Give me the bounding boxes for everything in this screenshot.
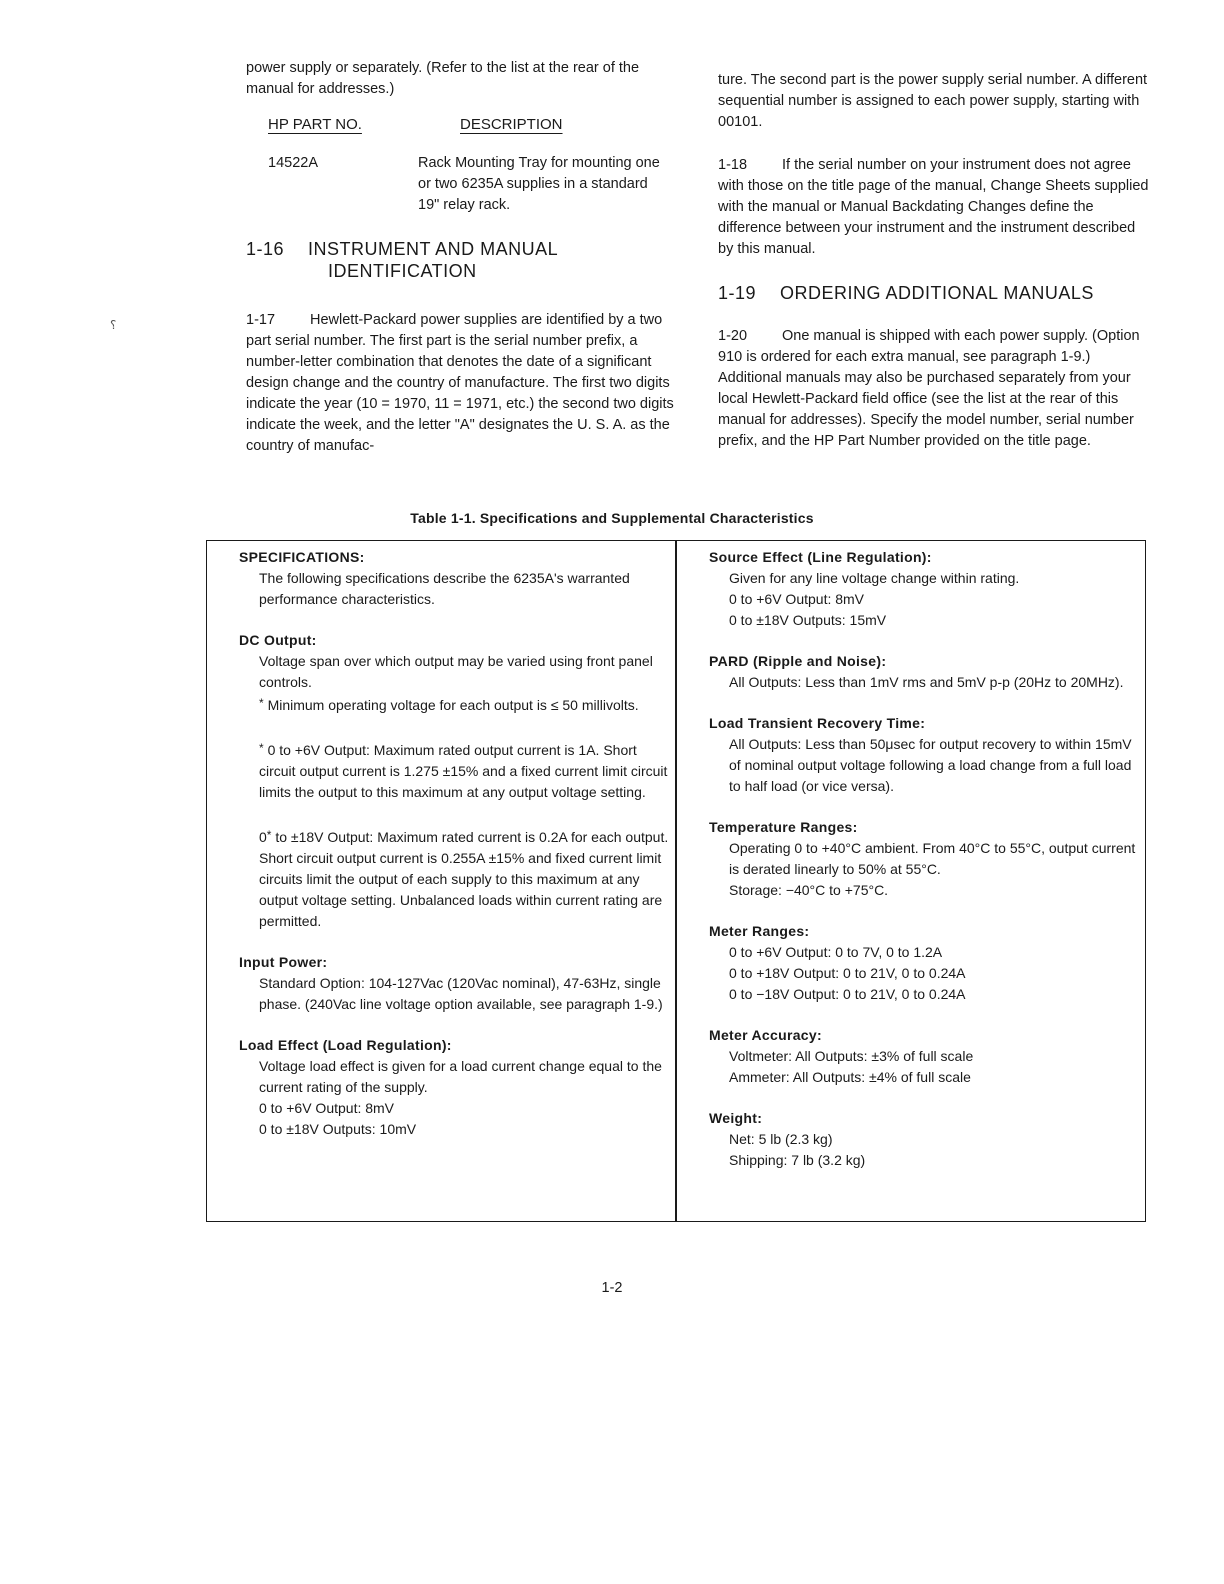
col-header-description: DESCRIPTION <box>460 116 563 133</box>
spec-line: Voltmeter: All Outputs: ±3% of full scale <box>729 1048 974 1064</box>
table-caption: Table 1-1. Specifications and Supplemental Characteristics <box>410 510 814 526</box>
paragraph-text: If the serial number on your instrument does not agree with those on the title page of the manual, Change Sheets supplied with the manual or Manual Backdating Changes define the difference between your instrument and the instrument described by this manual. <box>718 157 1149 257</box>
spec-line: 0 to +6V Output: 8mV <box>259 1100 395 1116</box>
specifications-table <box>206 540 1146 1222</box>
spec-heading: Load Effect (Load Regulation): <box>239 1037 452 1053</box>
paragraph-1-17 <box>246 310 676 457</box>
spec-heading: Temperature Ranges: <box>709 819 858 835</box>
spec-text: * Minimum operating voltage for each output is ≤ 50 millivolts. <box>259 696 639 713</box>
spec-source-effect <box>709 547 1139 631</box>
spec-load-effect <box>239 1035 669 1140</box>
continuation-paragraph: ture. The second part is the power supply serial number. A different sequential number is assigned to each power supply, starting with 00101. <box>718 72 1148 130</box>
parts-table <box>268 114 668 216</box>
spec-text: Standard Option: 104-127Vac (120Vac nominal), 47-63Hz, single phase. (240Vac line voltage option available, see paragraph 1-9.) <box>259 975 663 1012</box>
paragraph-1-18 <box>718 155 1150 260</box>
paragraph-number: 1-20 <box>718 328 748 344</box>
margin-mark: ⸮ <box>110 318 117 332</box>
intro-paragraph: power supply or separately. (Refer to the list at the rear of the manual for addresses.) <box>246 60 640 97</box>
spec-line: Net: 5 lb (2.3 kg) <box>729 1131 833 1147</box>
spec-text: All Outputs: Less than 1mV rms and 5mV p-p (20Hz to 20MHz). <box>729 674 1124 690</box>
left-column <box>246 58 676 457</box>
table-row <box>268 153 668 216</box>
spec-text: Voltage span over which output may be varied using front panel controls. <box>259 653 653 690</box>
section-title-line2: IDENTIFICATION <box>328 261 477 281</box>
section-heading-1-16 <box>246 238 676 282</box>
spec-weight <box>709 1108 1139 1171</box>
spec-heading: PARD (Ripple and Noise): <box>709 653 887 669</box>
asterisk-mark: * <box>259 696 264 710</box>
spec-pard <box>709 651 1139 693</box>
spec-line: Storage: −40°C to +75°C. <box>729 882 889 898</box>
spec-text: * 0 to +6V Output: Maximum rated output current is 1A. Short circuit output current is 1.275 ±15% and a fixed current limit circuit limits the output to this maximum at any output voltage setting. <box>259 741 668 800</box>
spec-heading: Input Power: <box>239 954 328 970</box>
paragraph-1-20 <box>718 326 1150 452</box>
spec-text: Given for any line voltage change within rating. <box>729 570 1020 586</box>
spec-line: 0 to +6V Output: 8mV <box>729 591 865 607</box>
spec-text: 0* to ±18V Output: Maximum rated current is 0.2A for each output. Short circuit output current is 0.255A ±15% and fixed current limit circuits limit the output of each supply to this maximum at any output voltage setting. Unbalanced loads within current rating are permitted. <box>259 828 669 929</box>
spec-text: All Outputs: Less than 50μsec for output recovery to within 15mV of nominal output voltage following a load change from a full load to half load (or vice versa). <box>729 736 1132 794</box>
spec-input-power <box>239 952 669 1015</box>
spec-heading: DC Output: <box>239 632 317 648</box>
section-title-line1: INSTRUMENT AND MANUAL <box>308 239 559 259</box>
paragraph-number: 1-18 <box>718 157 748 173</box>
spec-text: Voltage load effect is given for a load current change equal to the current rating of the supply. <box>259 1058 662 1095</box>
spec-heading: Meter Accuracy: <box>709 1027 822 1043</box>
spec-heading: SPECIFICATIONS: <box>239 549 365 565</box>
spec-specifications <box>239 547 669 610</box>
parts-table-header <box>268 114 668 135</box>
section-heading-1-19 <box>718 282 1150 304</box>
spec-line: 0 to ±18V Outputs: 10mV <box>259 1121 417 1137</box>
col-header-part: HP PART NO. <box>268 116 362 133</box>
spec-line: 0 to ±18V Outputs: 15mV <box>729 612 887 628</box>
column-divider <box>675 541 677 1221</box>
specs-right-column <box>709 547 1139 1171</box>
spec-meter-accuracy <box>709 1025 1139 1088</box>
description-cell: Rack Mounting Tray for mounting one or two 6235A supplies in a standard 19" relay rack. <box>418 155 660 213</box>
right-column <box>718 70 1150 452</box>
paragraph-text: One manual is shipped with each power supply. (Option 910 is ordered for each extra manual, see paragraph 1-9.) Additional manuals may also be purchased separately from your local Hewlett-Packard field office (see the list at the rear of this manual for addresses). Specify the model number, serial number prefix, and the HP Part Number provided on the title page. <box>718 328 1140 449</box>
spec-heading: Weight: <box>709 1110 763 1126</box>
spec-line: 0 to −18V Output: 0 to 21V, 0 to 0.24A <box>729 986 966 1002</box>
spec-line: 0 to +6V Output: 0 to 7V, 0 to 1.2A <box>729 944 943 960</box>
spec-heading: Meter Ranges: <box>709 923 810 939</box>
page-number: 1-2 <box>601 1280 623 1296</box>
spec-heading: Source Effect (Line Regulation): <box>709 549 932 565</box>
spec-line: 0 to +18V Output: 0 to 21V, 0 to 0.24A <box>729 965 966 981</box>
spec-dc-output <box>239 630 669 932</box>
spec-text: The following specifications describe the 6235A's warranted performance characteristics. <box>259 570 630 607</box>
section-title <box>308 238 676 282</box>
asterisk-mark: * <box>259 741 264 755</box>
paragraph-text: Hewlett-Packard power supplies are identified by a two part serial number. The first part is the serial number prefix, a number-letter combination that denotes the date of a significant design change and the country of manufacture. The first two digits indicate the year (10 = 1970, 11 = 1971, etc.) the second two digits indicate the week, and the letter "A" designates the U. S. A. as the country of manufac- <box>246 312 674 454</box>
specs-left-column <box>239 547 669 1140</box>
paragraph-number: 1-17 <box>246 312 276 328</box>
spec-load-transient <box>709 713 1139 797</box>
spec-temperature <box>709 817 1139 901</box>
spec-meter-ranges <box>709 921 1139 1005</box>
part-number-cell: 14522A <box>268 155 318 171</box>
spec-line: Ammeter: All Outputs: ±4% of full scale <box>729 1069 971 1085</box>
spec-text: Operating 0 to +40°C ambient. From 40°C to 55°C, output current is derated linearly to 50% at 55°C. <box>729 840 1136 877</box>
section-number: 1-16 <box>246 239 285 259</box>
section-number: 1-19 <box>718 283 757 303</box>
asterisk-mark: * <box>266 828 272 842</box>
spec-heading: Load Transient Recovery Time: <box>709 715 926 731</box>
spec-line: Shipping: 7 lb (3.2 kg) <box>729 1152 866 1168</box>
section-title: ORDERING ADDITIONAL MANUALS <box>780 283 1094 303</box>
